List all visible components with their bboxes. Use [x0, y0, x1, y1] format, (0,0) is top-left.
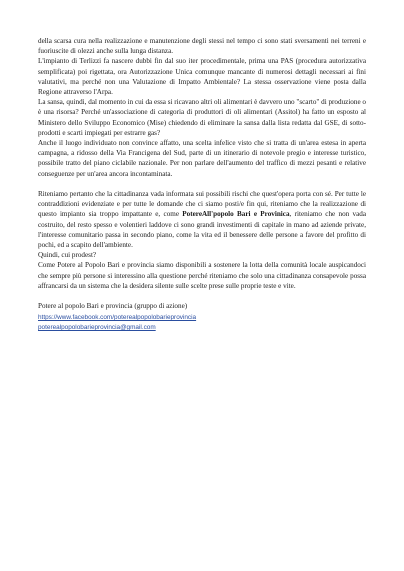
- organization-name-bold: PotereAll'popolo Bari e Provinica: [182, 210, 290, 219]
- paragraph-cui-prodest: Quindi, cui prodest?: [38, 251, 97, 260]
- paragraph-support: Come Potere al Popolo Bari e provincia siamo disponibili a sostenere la lotta della comunità locale auspicandoci che sempre più persone si interessino alla questione perché riteniamo che solo una cittadinanza consapevole possa affrancarsi da un sistema che la desidera silente sulle scelte prese sulle proprie teste e vite.: [38, 261, 366, 290]
- signature: Potere al popolo Bari e provincia (gruppo di azione): [38, 302, 188, 311]
- paragraph-gap: [38, 291, 366, 301]
- email-link[interactable]: poterealpopolobarieprovincia@gmail.com: [38, 324, 156, 332]
- paragraph-conclusion: [38, 189, 366, 250]
- paragraph-gap: [38, 179, 366, 189]
- paragraph-location: Anche il luogo individuato non convince affatto, una scelta infelice visto che si tratta di un'area estesa in aperta campagna, a ridosso della Via Francigena del Sud, parte di un itinerario di notevole pregio e interesse turistico, possibile tratto del piano ciclabile nazionale. Per non parlare dell'aumento del traffico di mezzi pesanti e relative conseguenze per un'area ancora incontaminata.: [38, 139, 366, 178]
- conclusion-text-end: , riteniamo che non vada costruito, del resto spesso e volentieri laddove ci sono grandi investimenti di capitale in mano ad aziende private, l'interesse comunitario passa in secondo piano, come la vita ed il benessere delle persone a favore del profitto di pochi, ed a scapito dell'ambiente.: [38, 210, 366, 250]
- document-page: [38, 36, 366, 333]
- paragraph-spills: della scarsa cura nella realizzazione e manutenzione degli stessi nel tempo ci sono stati sversamenti nei terreni e fuoriuscite di olezzi anche sulla lunga distanza.: [38, 37, 366, 56]
- facebook-link[interactable]: https://www.facebook.com/poterealpopolobarieprovincia: [38, 314, 197, 322]
- paragraph-sansa: La sansa, quindi, dal momento in cui da essa si ricavano altri oli alimentari è davvero uno "scarto" di produzione o è una risorsa? Perché un'associazione di categoria di produttori di oli alimentari (Assitol) ha fatto un esposto al Ministero dello Sviluppo Economico (Mise) chiedendo di eliminare la sansa dalla lista redatta dal GSE, di sotto-prodotti e scarti impiegati per estrarre gas?: [38, 98, 366, 137]
- contact-links: [38, 313, 366, 333]
- paragraph-terlizzi-plant: L'impianto di Terlizzi fa nascere dubbi fin dal suo iter procedimentale, prima una PAS (procedura autorizzativa semplificata) poi rigettata, ora Autorizzazione Unica comunque mancante di numerosi dettagli necessari ai fini valutativi, ma perché non una Valutazione di Impatto Ambientale? La stessa osservazione viene posta dalla Regione attraverso l'Arpa.: [38, 57, 366, 97]
- conclusion-text-start: Riteniamo pertanto che la cittadinanza vada informata sui possibili rischi che quest'opera porta con sé. Per tutte le contraddizioni evidenziate e per tutte le domande che ci siamo posti/e fin qui, riteniamo che la realizzazione di questo impianto sia troppo impattante e, come: [38, 190, 366, 219]
